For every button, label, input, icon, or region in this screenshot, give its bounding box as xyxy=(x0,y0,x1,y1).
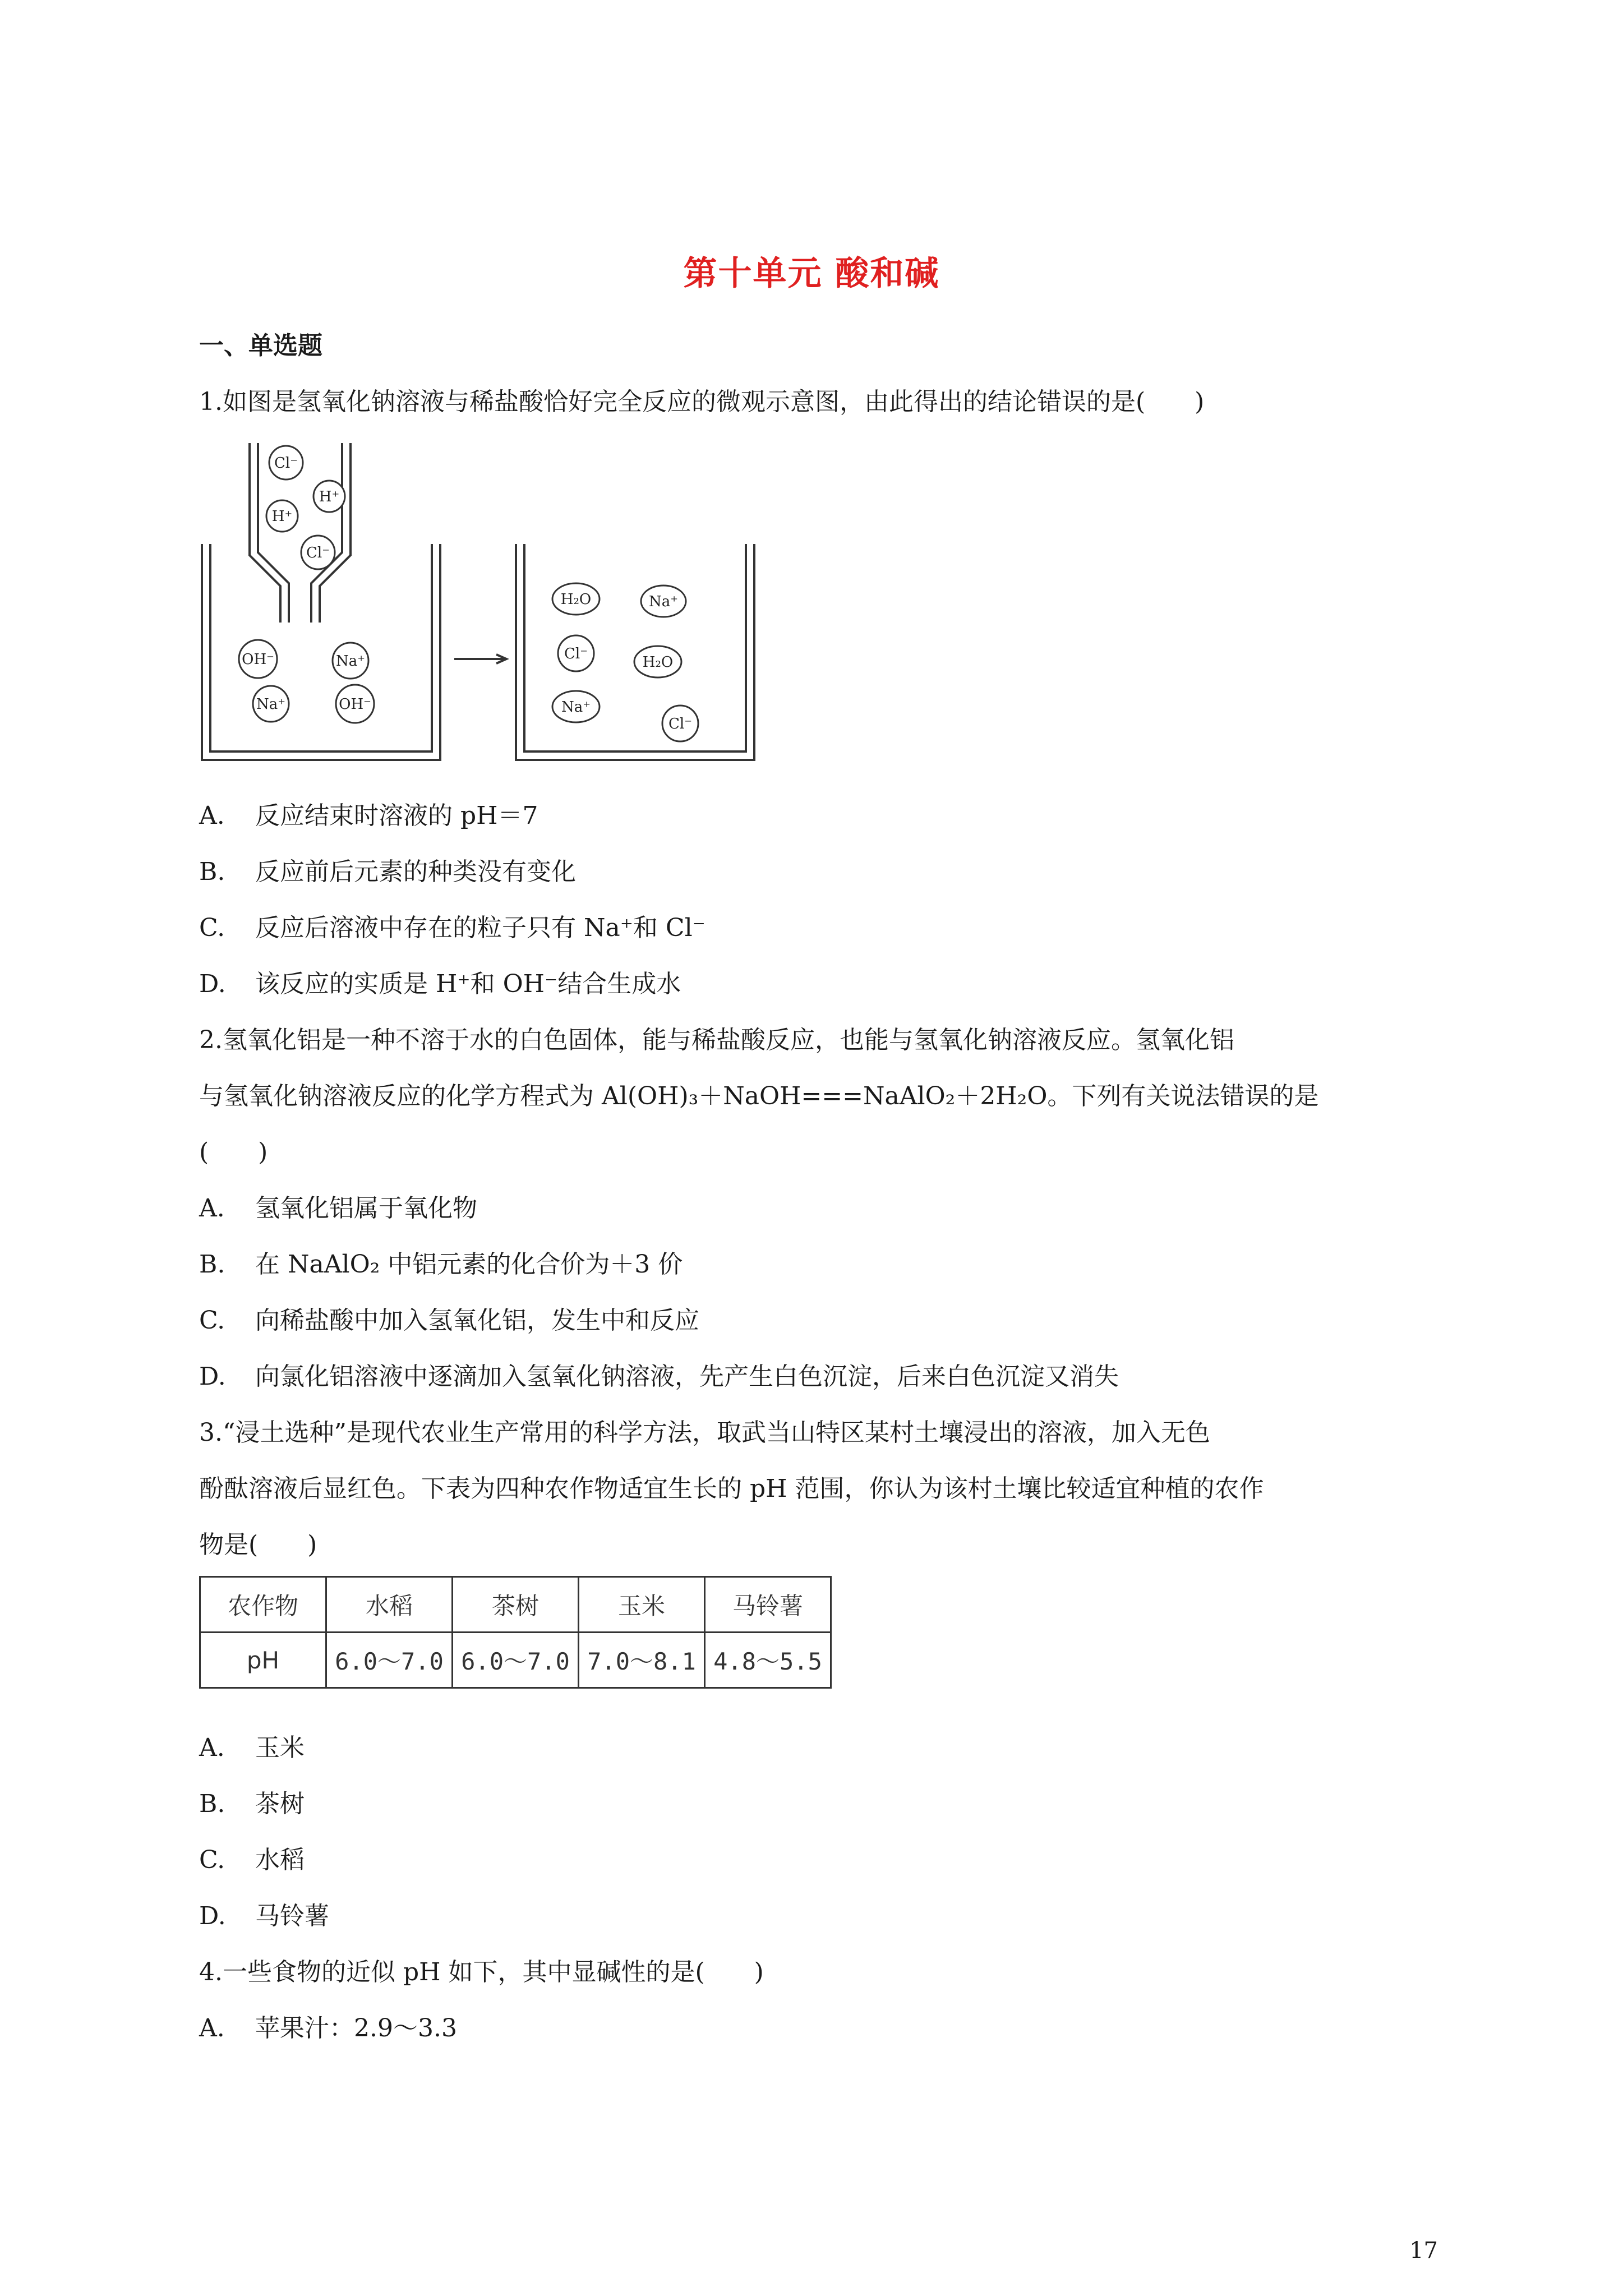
q2-option-a xyxy=(199,1188,477,1224)
table-cell: 7.0～8.1 xyxy=(579,1633,705,1688)
option-letter: A. xyxy=(199,2014,225,2043)
option-text: 茶树 xyxy=(255,1790,305,1818)
q2-option-c xyxy=(199,1300,699,1336)
option-text: 在 NaAlO₂ 中铝元素的化合价为＋3 价 xyxy=(255,1250,683,1279)
q2-line-1: 2.氢氧化铝是一种不溶于水的白色固体，能与稀盐酸反应，也能与氢氧化钠溶液反应。氢氧化铝 xyxy=(199,1026,1234,1054)
ion-label: OH⁻ xyxy=(339,696,371,713)
page-number: 17 xyxy=(1409,2238,1438,2263)
q4-option-a xyxy=(199,2008,457,2044)
option-letter: C. xyxy=(199,914,225,942)
q1-option-d xyxy=(199,963,681,999)
page-title: 第十单元 酸和碱 xyxy=(683,254,940,293)
option-text: 玉米 xyxy=(255,1733,305,1762)
q4-stem: 4.一些食物的近似 pH 如下，其中显碱性的是( ) xyxy=(199,1958,764,1986)
ion-label: Na⁺ xyxy=(336,653,365,670)
option-letter: A. xyxy=(199,1194,225,1223)
q3-line-1: 3.“浸土选种”是现代农业生产常用的科学方法，取武当山特区某村土壤浸出的溶液，加入无色 xyxy=(199,1418,1210,1447)
q3-line-2: 酚酞溶液后显红色。下表为四种农作物适宜生长的 pH 范围，你认为该村土壤比较适宜种植的农作 xyxy=(199,1474,1264,1503)
option-letter: C. xyxy=(199,1846,225,1874)
table-cell: 玉米 xyxy=(579,1577,705,1633)
option-text: 苹果汁：2.9～3.3 xyxy=(255,2014,457,2043)
table-cell: 6.0～7.0 xyxy=(326,1633,453,1688)
ion-label: H⁺ xyxy=(271,508,293,525)
ion-label: H⁺ xyxy=(319,488,340,505)
option-letter: B. xyxy=(199,857,225,886)
table-cell: 农作物 xyxy=(200,1577,326,1633)
option-letter: A. xyxy=(199,801,225,830)
option-text: 反应后溶液中存在的粒子只有 Na⁺和 Cl⁻ xyxy=(255,914,706,942)
table-cell: pH xyxy=(200,1633,326,1688)
option-text: 反应前后元素的种类没有变化 xyxy=(255,857,576,886)
ion-label: Na⁺ xyxy=(649,593,678,610)
reaction-diagram-svg xyxy=(199,437,760,774)
q1-option-a xyxy=(199,795,538,831)
q2-option-d xyxy=(199,1356,1119,1392)
option-letter: D. xyxy=(199,970,226,998)
q1-reaction-diagram xyxy=(199,437,760,774)
option-letter: C. xyxy=(199,1306,225,1335)
table-cell: 6.0～7.0 xyxy=(453,1633,579,1688)
table-header-row xyxy=(200,1577,831,1633)
ion-label: Cl⁻ xyxy=(274,455,298,472)
q3-option-c xyxy=(199,1839,305,1875)
option-text: 该反应的实质是 H⁺和 OH⁻结合生成水 xyxy=(255,970,681,998)
ion-label: H₂O xyxy=(560,591,592,608)
ion-label: H₂O xyxy=(642,654,674,671)
option-letter: B. xyxy=(199,1250,225,1279)
q3-line-3: 物是( ) xyxy=(199,1530,317,1559)
crop-ph-table xyxy=(199,1576,832,1689)
option-text: 反应结束时溶液的 pH＝7 xyxy=(255,801,538,830)
ion-label: Cl⁻ xyxy=(668,716,692,732)
q1-option-c xyxy=(199,907,706,943)
table-row xyxy=(200,1633,831,1688)
section-heading: 一、单选题 xyxy=(199,331,322,360)
q3-option-b xyxy=(199,1783,305,1819)
table-cell: 马铃薯 xyxy=(705,1577,831,1633)
option-letter: A. xyxy=(199,1733,225,1762)
q1-stem: 1.如图是氢氧化钠溶液与稀盐酸恰好完全反应的微观示意图，由此得出的结论错误的是( ) xyxy=(199,388,1205,416)
table-cell: 水稻 xyxy=(326,1577,453,1633)
q3-option-d xyxy=(199,1896,329,1931)
option-text: 氢氧化铝属于氧化物 xyxy=(255,1194,477,1223)
option-letter: D. xyxy=(199,1362,226,1391)
option-text: 水稻 xyxy=(255,1846,305,1874)
q3-option-a xyxy=(199,1727,305,1763)
table-cell: 4.8～5.5 xyxy=(705,1633,831,1688)
option-text: 马铃薯 xyxy=(255,1902,329,1930)
ion-label: Cl⁻ xyxy=(306,545,330,561)
q1-option-b xyxy=(199,851,576,887)
left-beaker xyxy=(202,544,440,760)
ion-label: OH⁻ xyxy=(242,651,274,668)
option-letter: B. xyxy=(199,1790,225,1818)
option-letter: D. xyxy=(199,1902,226,1930)
ion-label: Na⁺ xyxy=(256,696,285,713)
option-text: 向氯化铝溶液中逐滴加入氢氧化钠溶液，先产生白色沉淀，后来白色沉淀又消失 xyxy=(255,1362,1119,1391)
q2-option-b xyxy=(199,1244,683,1280)
option-text: 向稀盐酸中加入氢氧化铝，发生中和反应 xyxy=(255,1306,699,1335)
q2-line-3: ( ) xyxy=(199,1138,268,1167)
right-beaker xyxy=(516,544,754,760)
ion-label: Na⁺ xyxy=(561,699,591,716)
q2-line-2: 与氢氧化钠溶液反应的化学方程式为 Al(OH)₃＋NaOH===NaAlO₂＋2H₂O。下列有关说法错误的是 xyxy=(199,1082,1319,1110)
ion-label: Cl⁻ xyxy=(564,646,588,662)
table-cell: 茶树 xyxy=(453,1577,579,1633)
